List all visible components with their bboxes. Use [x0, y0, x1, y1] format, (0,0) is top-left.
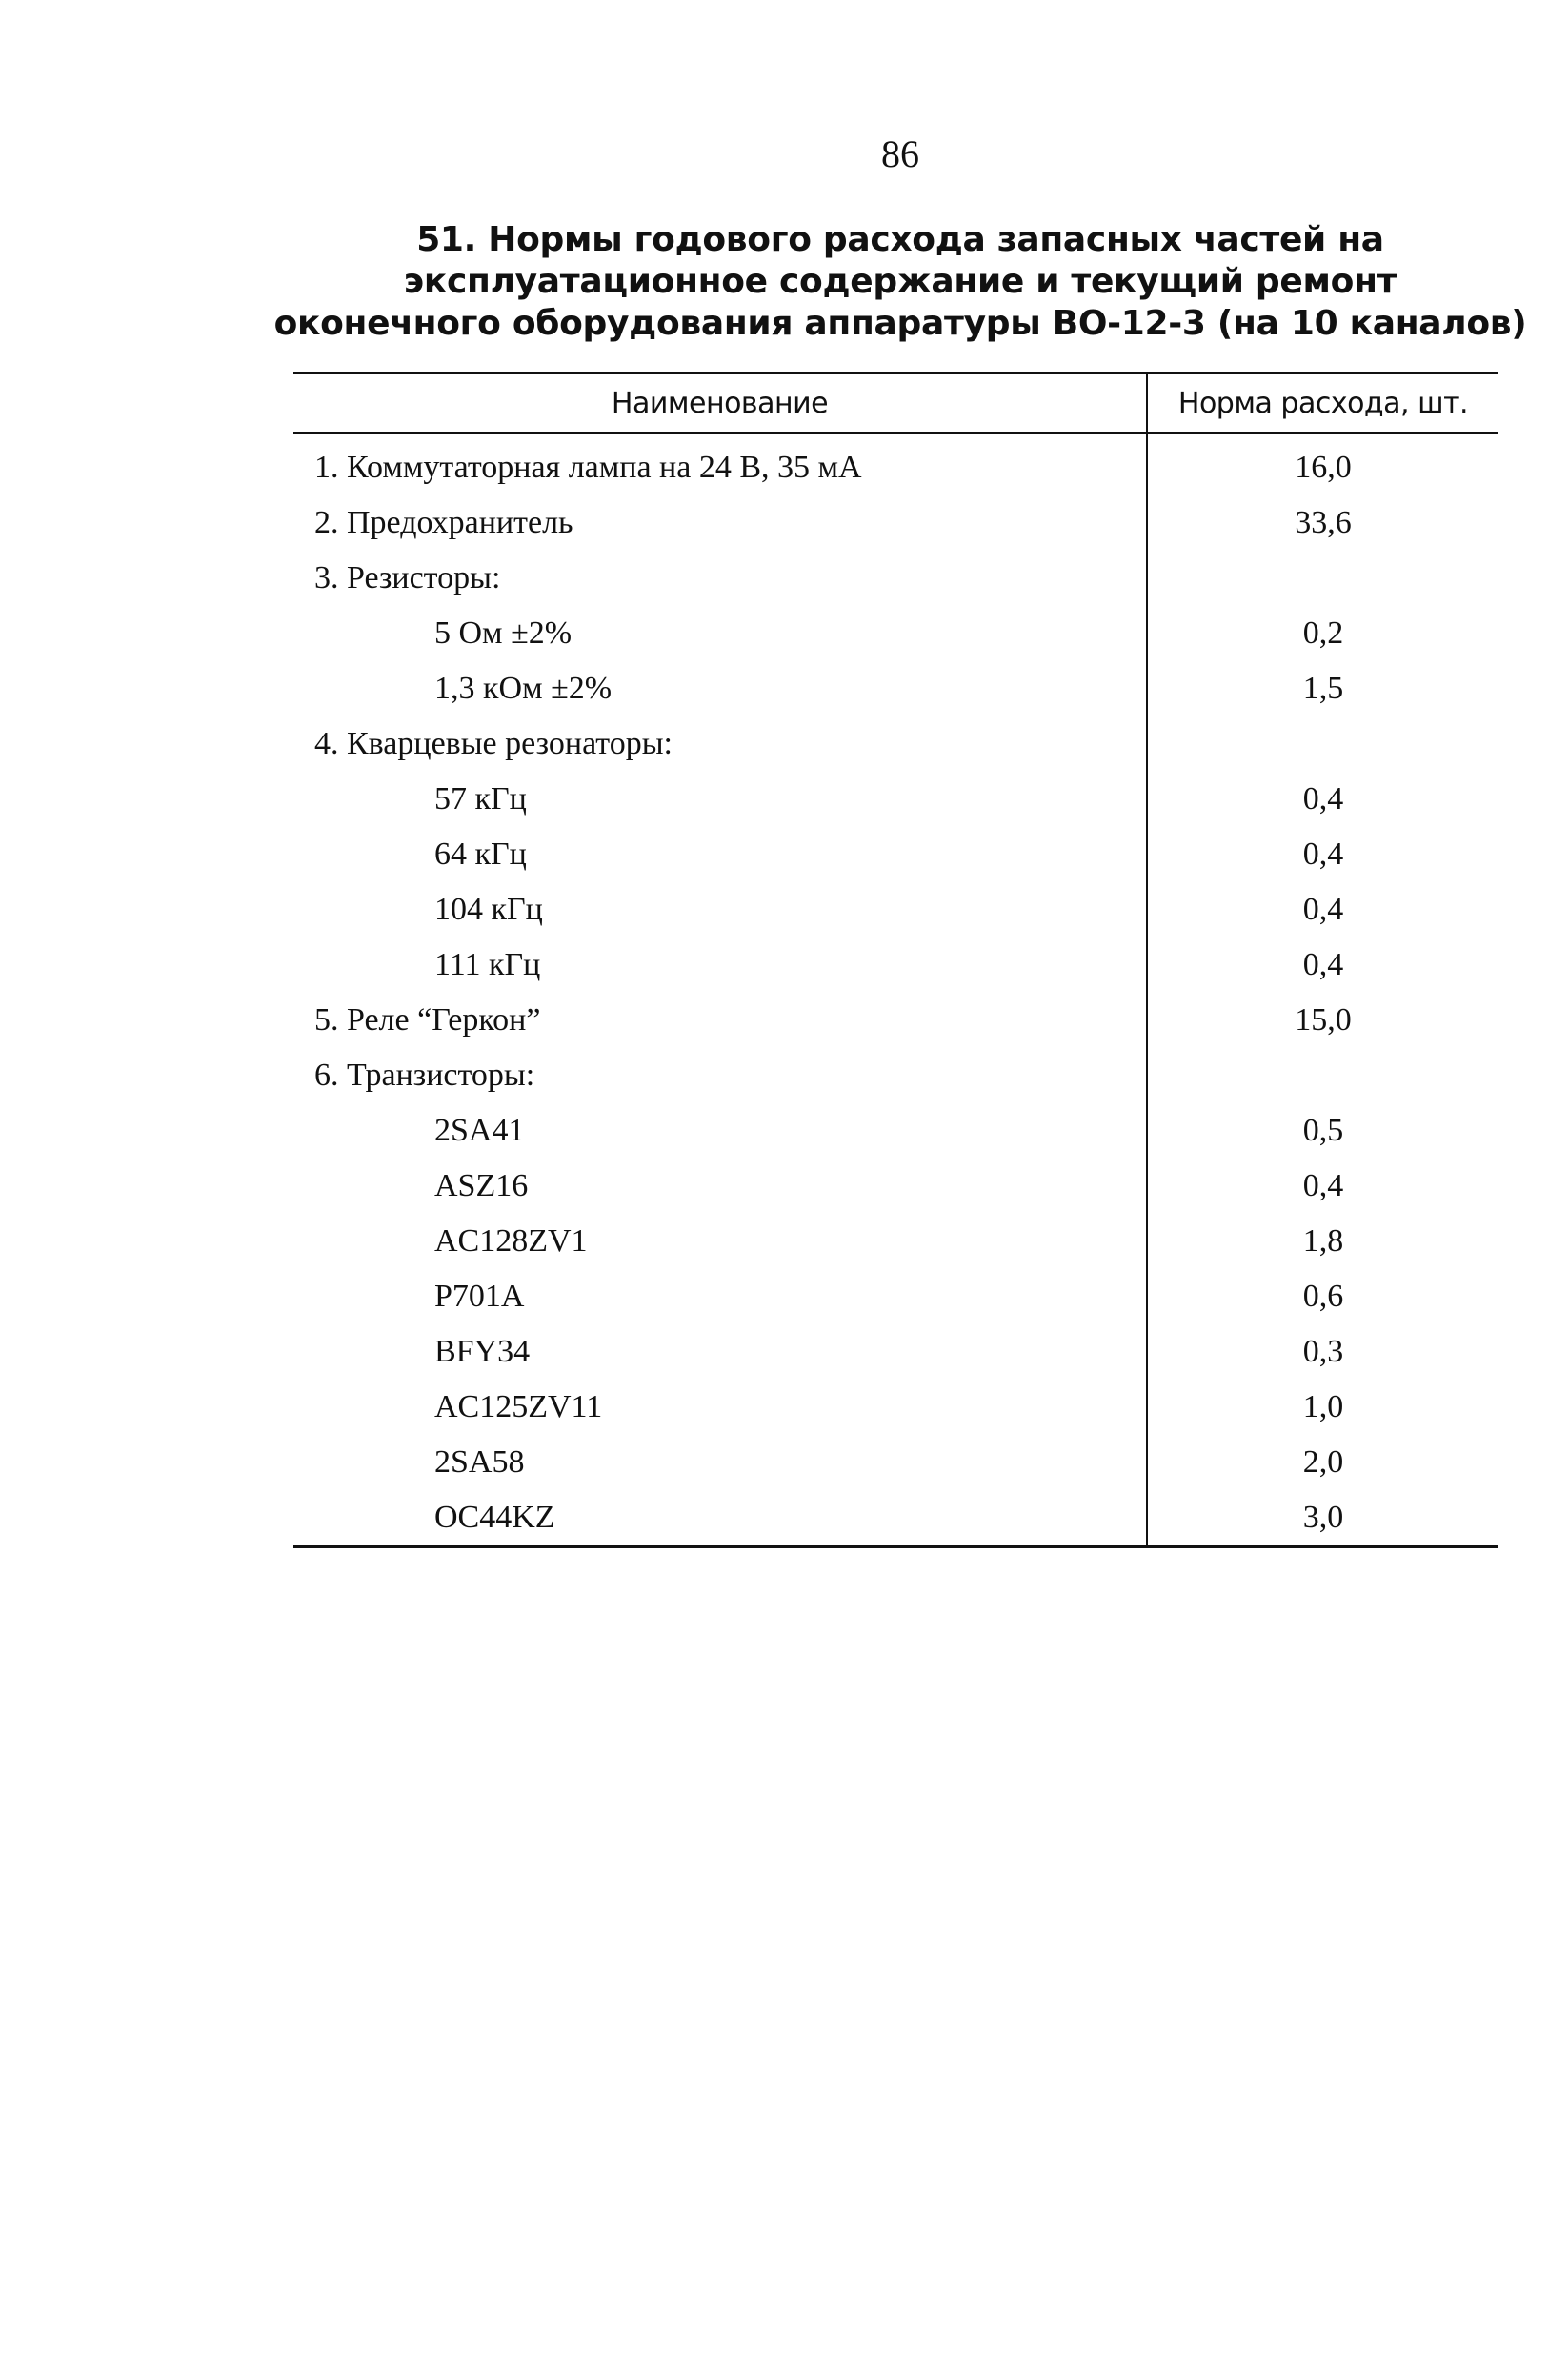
table-row [293, 993, 1498, 1048]
table-row [293, 495, 1498, 551]
item-norm: 1,8 [1302, 1223, 1344, 1259]
table-row [293, 1269, 1498, 1324]
sub-item-name: 1,3 кОм ±2% [293, 661, 1147, 716]
item-name: 5. Реле “Геркон” [293, 993, 1147, 1048]
table-row [293, 661, 1498, 716]
item-norm: 0,4 [1302, 837, 1344, 872]
item-norm: 16,0 [1295, 450, 1352, 485]
column-header-name: Наименование [293, 373, 1147, 434]
page-number: 86 [881, 132, 919, 175]
sub-item-name: 57 кГц [293, 772, 1147, 827]
title-line-2: эксплуатационное содержание и текущий ремонт [403, 262, 1397, 301]
sub-item-name: AC125ZV11 [293, 1380, 1147, 1435]
table-row [293, 1103, 1498, 1159]
title-line-3: оконечного оборудования аппаратуры ВО-12-3 (на 10 каналов) [273, 304, 1527, 343]
table-row [293, 1214, 1498, 1269]
table-row [293, 1435, 1498, 1490]
table-row [293, 1380, 1498, 1435]
item-name: 1. Коммутаторная лампа на 24 В, 35 мА [293, 434, 1147, 496]
item-norm: 1,0 [1302, 1389, 1344, 1424]
table-row [293, 938, 1498, 993]
table-row [293, 1324, 1498, 1380]
table-header-row [293, 373, 1498, 434]
table-row [293, 606, 1498, 661]
item-norm: 0,4 [1302, 1168, 1344, 1203]
table-row [293, 1490, 1498, 1547]
item-norm [1147, 716, 1498, 772]
item-norm: 0,4 [1302, 781, 1344, 817]
item-norm: 0,2 [1302, 615, 1344, 651]
table-row [293, 1048, 1498, 1103]
item-name: 3. Резисторы: [293, 551, 1147, 606]
sub-item-name: 2SA58 [293, 1435, 1147, 1490]
item-norm: 33,6 [1295, 505, 1352, 540]
table-row [293, 434, 1498, 496]
sub-item-name: P701A [293, 1269, 1147, 1324]
table-row [293, 716, 1498, 772]
sub-item-name: 64 кГц [293, 827, 1147, 882]
item-norm: 0,3 [1302, 1334, 1344, 1369]
item-name: 4. Кварцевые резонаторы: [293, 716, 1147, 772]
title-line-1: 51. Нормы годового расхода запасных частей на [416, 220, 1384, 259]
item-norm: 0,4 [1302, 947, 1344, 982]
item-norm: 1,5 [1302, 671, 1344, 706]
sub-item-name: 111 кГц [293, 938, 1147, 993]
sub-item-name: BFY34 [293, 1324, 1147, 1380]
sub-item-name: 5 Ом ±2% [293, 606, 1147, 661]
item-name: 6. Транзисторы: [293, 1048, 1147, 1103]
table-row [293, 1159, 1498, 1214]
item-norm [1147, 1048, 1498, 1103]
item-norm: 2,0 [1302, 1444, 1344, 1480]
table-row [293, 882, 1498, 938]
item-norm: 0,5 [1302, 1113, 1344, 1148]
spare-parts-table [293, 372, 1498, 1548]
item-name: 2. Предохранитель [293, 495, 1147, 551]
table-row [293, 827, 1498, 882]
sub-item-name: 104 кГц [293, 882, 1147, 938]
sub-item-name: OC44KZ [293, 1490, 1147, 1547]
sub-item-name: ASZ16 [293, 1159, 1147, 1214]
table-row [293, 772, 1498, 827]
item-norm [1147, 551, 1498, 606]
item-norm: 0,4 [1302, 892, 1344, 927]
item-norm: 15,0 [1295, 1002, 1352, 1038]
item-norm: 0,6 [1302, 1279, 1344, 1314]
sub-item-name: 2SA41 [293, 1103, 1147, 1159]
sub-item-name: AC128ZV1 [293, 1214, 1147, 1269]
table-row [293, 551, 1498, 606]
column-header-norm: Норма расхода, шт. [1147, 373, 1498, 434]
table-title [267, 219, 1534, 345]
table-body [293, 434, 1498, 1547]
item-norm: 3,0 [1147, 1490, 1498, 1547]
